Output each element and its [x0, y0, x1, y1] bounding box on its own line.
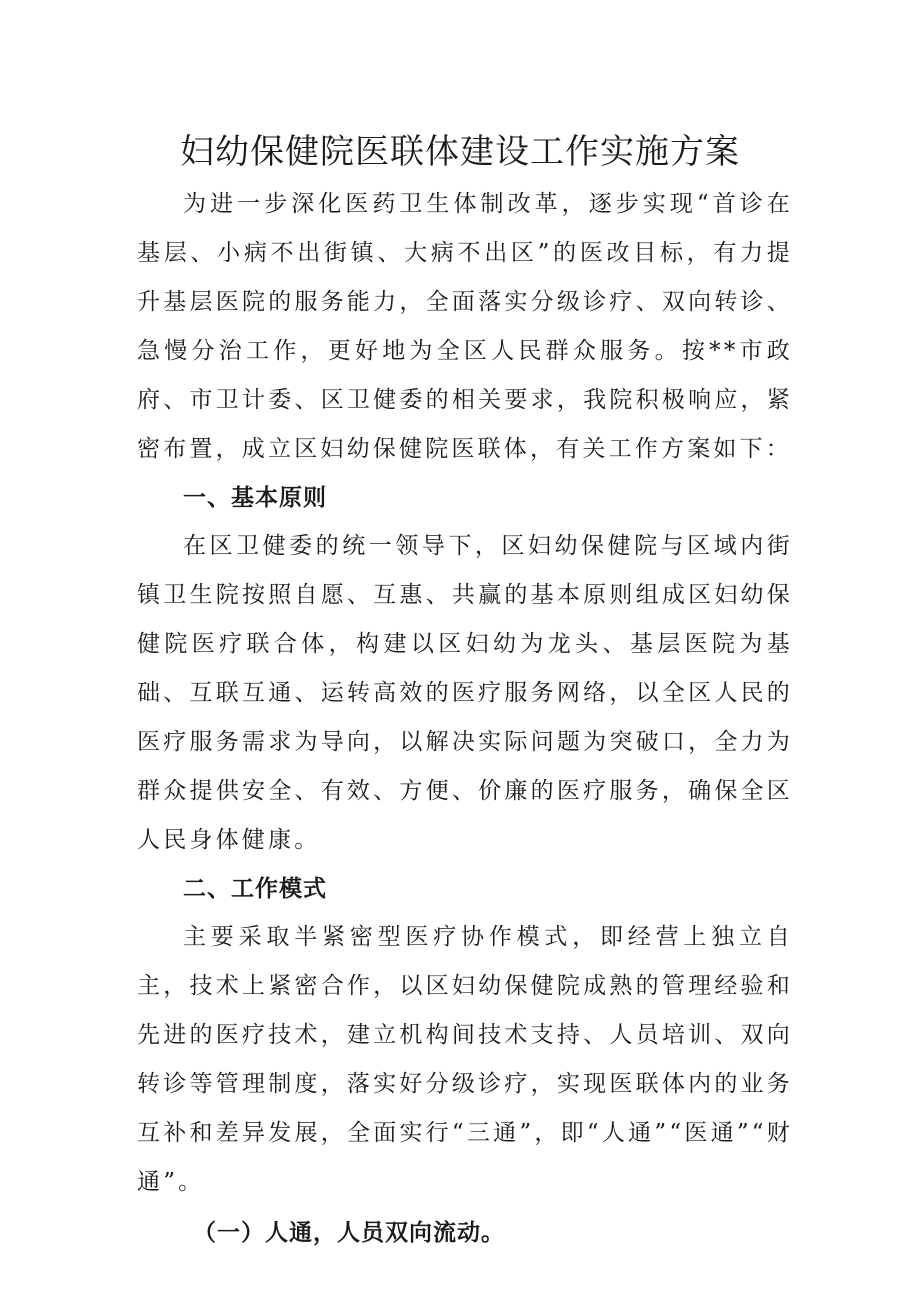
section-heading-work-mode: 二、工作模式	[183, 876, 327, 902]
document-title: 妇幼保健院医联体建设工作实施方案	[180, 132, 740, 172]
document-body	[137, 180, 793, 1257]
section-heading-principles: 一、基本原则	[183, 485, 327, 511]
subsection-heading-personnel: （一）人通，人员双向流动。	[193, 1220, 505, 1246]
section-paragraph-principles: 在区卫健委的统一领导下，区妇幼保健院与区域内街镇卫生院按照自愿、互惠、共赢的基本原则组成区妇幼保健院医疗联合体，构建以区妇幼为龙头、基层医院为基础、互联互通、运转高效的医疗服务网络，以全区人民的医疗服务需求为导向，以解决实际问题为突破口，全力为群众提供安全、有效、方便、价廉的医疗服务，确保全区人民身体健康。	[137, 533, 793, 853]
section-paragraph-work-mode: 主要采取半紧密型医疗协作模式，即经营上独立自主，技术上紧密合作，以区妇幼保健院成熟的管理经验和先进的医疗技术，建立机构间技术支持、人员培训、双向转诊等管理制度，落实好分级诊疗，实现医联体内的业务互补和差异发展，全面实行“三通”，即“人通”“医通”“财通”。	[137, 924, 793, 1195]
intro-paragraph: 为进一步深化医药卫生体制改革，逐步实现“首诊在基层、小病不出街镇、大病不出区”的医改目标，有力提升基层医院的服务能力，全面落实分级诊疗、双向转诊、急慢分治工作，更好地为全区人民群众服务。按**市政府、市卫计委、区卫健委的相关要求，我院积极响应，紧密布置，成立区妇幼保健院医联体，有关工作方案如下：	[137, 191, 793, 462]
